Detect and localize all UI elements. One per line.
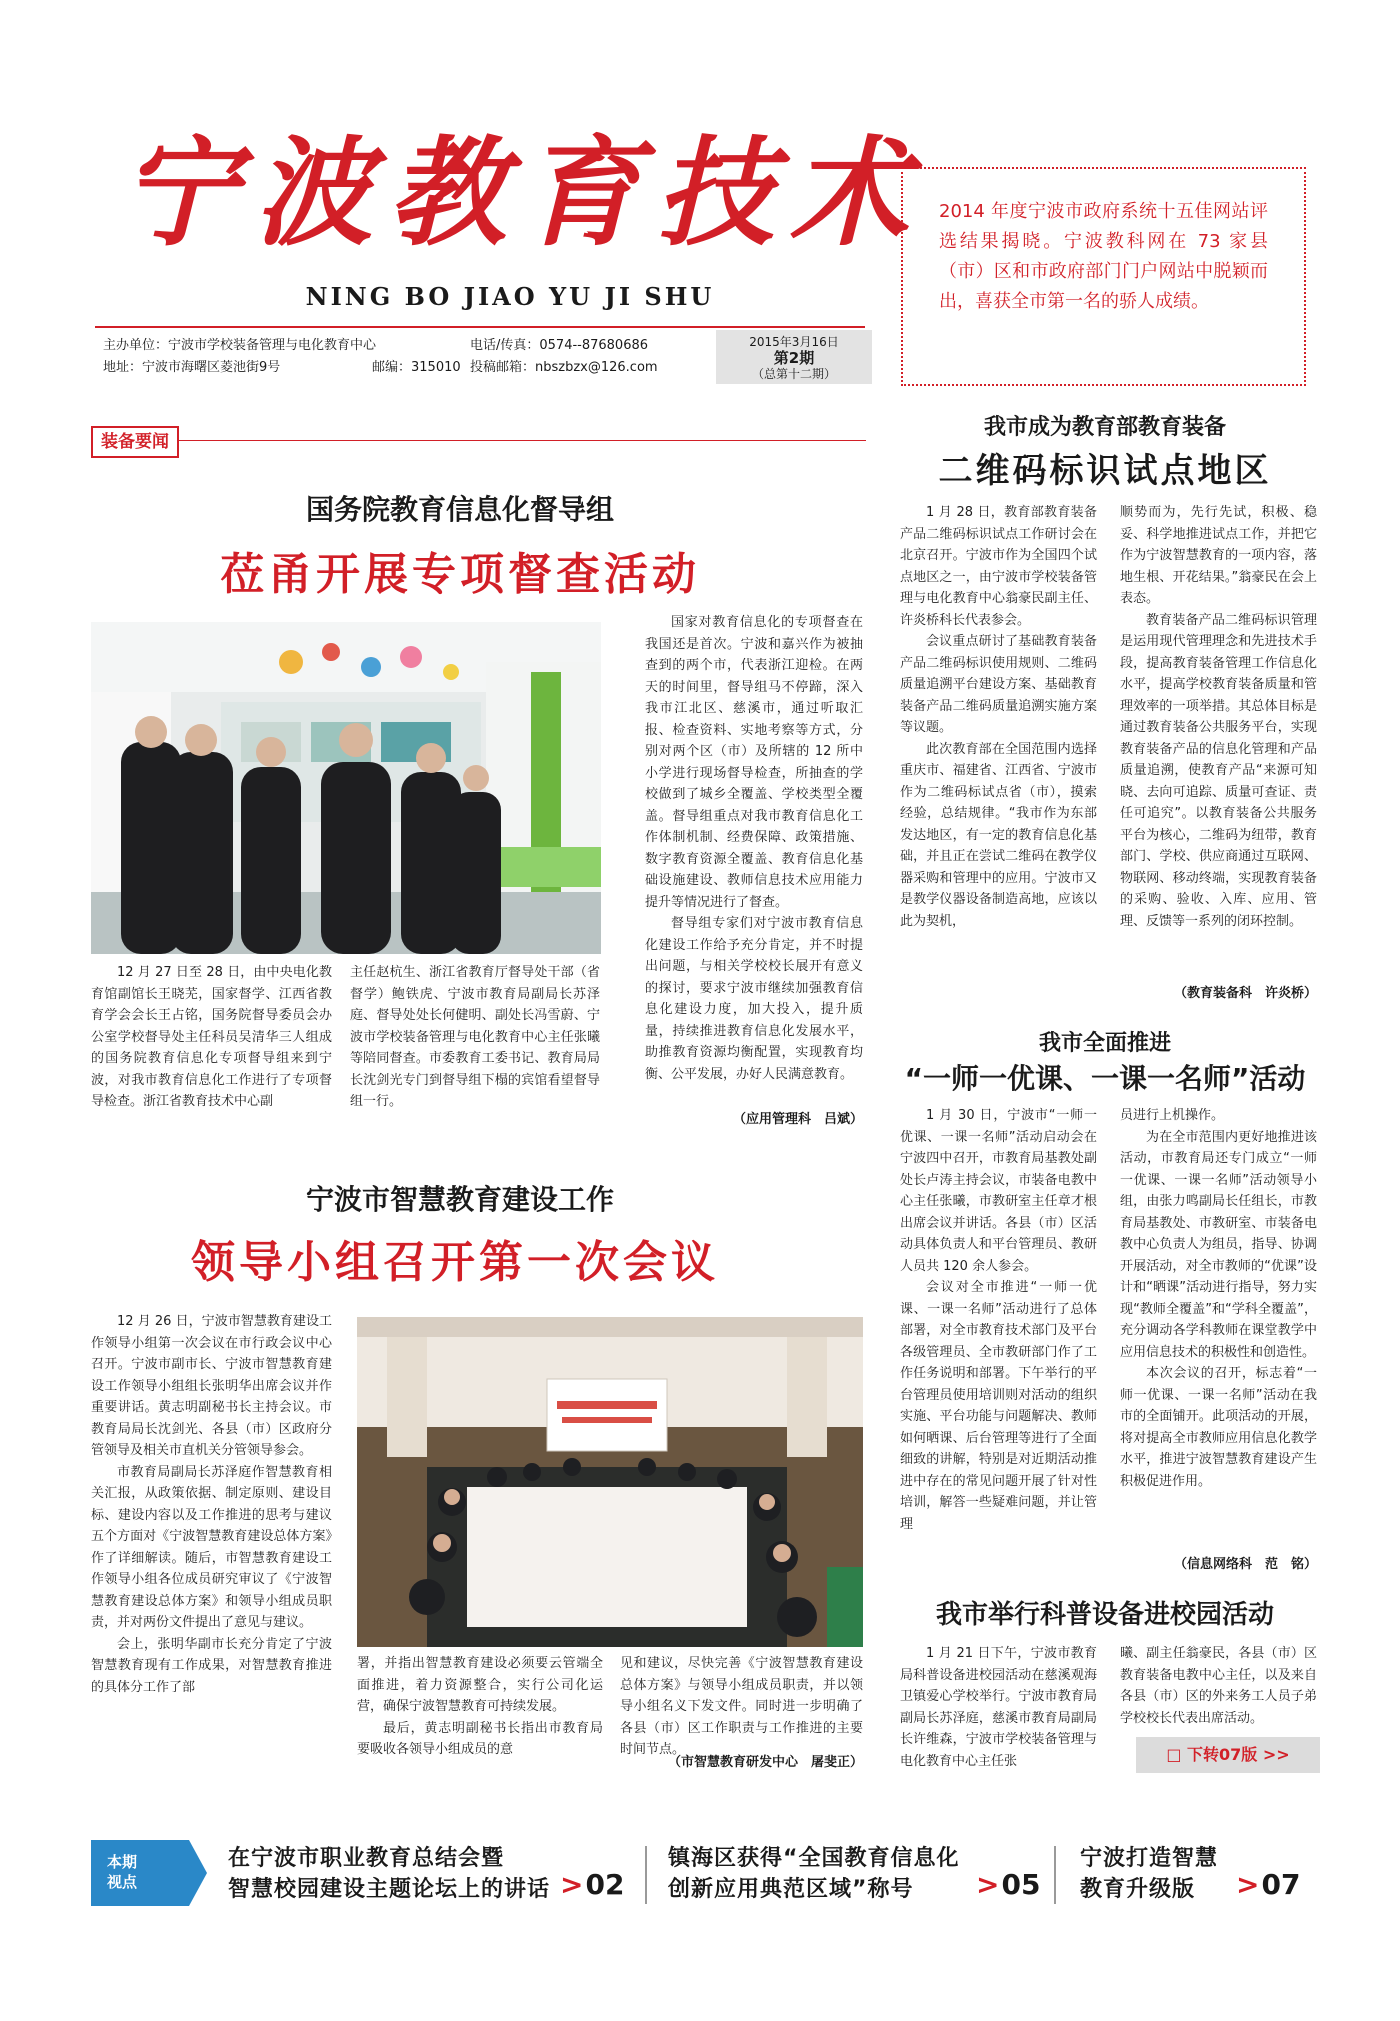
article2-para: 会上，张明华副市长充分肯定了宁波智慧教育现有工作成果，对智慧教育推进的具体分工作了部: [91, 1636, 332, 1695]
highlight-item-1[interactable]: [228, 1843, 550, 1905]
article2-body-col3: [620, 1653, 863, 1761]
article3-body-left: [900, 502, 1097, 932]
issue-number: 第2期: [773, 349, 815, 367]
article2-body-col2: [357, 1653, 603, 1761]
article3-para: 教育装备产品二维码标识管理是运用现代管理理念和先进技术手段，提高教育装备管理工作信息化水平，提高学校教育装备质量和管理效率的一项举措。其总体目标是通过教育装备公共服务平台，实现教育装备产品的信息化管理和产品质量追溯，使教育产品“来源可知晓、去向可追踪、质量可查证、责任可追究”。以教育装备公共服务平台为核心，二维码为纽带，教育部门、学校、供应商通过互联网、物联网、移动终端，实现教育装备的采购、验收、入库、应用、管理、反馈等一系列的闭环控制。: [1120, 612, 1317, 929]
article4-para: 为在全市范围内更好地推进该活动，市教育局还专门成立“一师一优课、一课一名师”活动领导小组，由张力鸣副局长任组长，市教育局基教处、市教研室、市装备电教中心负责人为组员，指导、协调开展活动，对全市教师的“优课”设计和“晒课”活动进行指导，努力实现“教师全覆盖”和“学科全覆盖”，充分调动各学科教师在课堂教学中应用信息技术的积极性和创造性。: [1120, 1129, 1317, 1360]
article1-body-col1: [91, 962, 332, 1113]
article4-para: 1 月 30 日，宁波市“一师一优课、一课一名师”活动启动会在宁波四中召开，市教育局基教处副处长卢涛主持会议，市装备电教中心主任张曦，市教研室主任章才根出席会议并讲话。各县（市）区活动具体负责人和平台管理员、教研人员共 120 余人参会。: [900, 1108, 1097, 1274]
article1-para: 主任赵杭生、浙江省教育厅督导处干部（省督学）鲍铁虎、宁波市教育局副局长苏泽庭、督导处处长何健明、副处长冯雪蔚、宁波市学校装备管理与电化教育中心主任张曦等陪同督查。市委教育工委书记、教育局局长沈剑光专门到督导组下榻的宾馆看望督导组一行。: [350, 965, 600, 1109]
highlight-item-1-line2: 智慧校园建设主题论坛上的讲话: [228, 1877, 551, 1902]
highlight-divider: [1054, 1846, 1056, 1904]
highlights-tag-line1: 本期: [107, 1853, 138, 1871]
article4-kicker: 我市全面推进: [1038, 1031, 1171, 1056]
article3-byline: （教育装备科 许炎桥）: [1173, 986, 1317, 1001]
masthead-subtitle: NING BO JIAO YU JI SHU: [305, 282, 715, 311]
highlights-tag-line2: 视点: [107, 1873, 138, 1891]
masthead-title: 宁波教育技术: [120, 123, 925, 262]
teaser-text: 2014 年度宁波市政府系统十五佳网站评选结果揭晓。宁波教科网在 73 家县（市）区和市政府部门门户网站中脱颖而出，喜获全市第一名的骄人成绩。: [939, 201, 1268, 312]
article4-para: 本次会议的召开，标志着“一师一优课、一课一名师”活动在我市的全面铺开。此项活动的开展，将对提高全市教师应用信息化教学水平，推进宁波智慧教育建设产生积极促进作用。: [1120, 1366, 1317, 1489]
highlight-item-3-page[interactable]: >07: [1236, 1868, 1301, 1901]
article5-para: 曦、副主任翁豪民，各县（市）区教育装备电教中心主任，以及来自各县（市）区的外来务工人员子弟学校校长代表出席活动。: [1120, 1646, 1317, 1726]
issue-date: 2015年3月16日: [749, 335, 839, 349]
article3-headline[interactable]: 二维码标识试点地区: [938, 451, 1272, 491]
article1-para: 国家对教育信息化的专项督查在我国还是首次。宁波和嘉兴作为被抽查到的两个市，代表浙江迎检。在两天的时间里，督导组马不停蹄，深入我市江北区、慈溪市，通过听取汇报、检查资料、实地考察等方式，分别对两个区（市）及所辖的 12 所中小学进行现场督导检查，所抽查的学校做到了城乡全覆盖、学校类型全覆盖。督导组重点对我市教育信息化工作体制机制、经费保障、政策措施、数字教育资源全覆盖、教育信息化基础设施建设、教师信息技术应用能力提升等情况进行了督查。: [645, 615, 863, 910]
article2-byline: （市智慧教育研发中心 屠斐正）: [667, 1755, 863, 1770]
highlight-item-3-line1: 宁波打造智慧: [1080, 1846, 1219, 1871]
article2-kicker: 宁波市智慧教育建设工作: [305, 1183, 614, 1216]
teaser-box[interactable]: [901, 167, 1306, 386]
article2-para: 12 月 26 日，宁波市智慧教育建设工作领导小组第一次会议在市行政会议中心召开。宁波市副市长、宁波市智慧教育建设工作领导小组组长张明华出席会议并作重要讲话。黄志明副秘书长主持会议。市教育局局长沈剑光、各县（市）区政府分管领导及相关市直机关分管领导参会。: [91, 1314, 332, 1458]
article1-headline[interactable]: 莅甬开展专项督查活动: [220, 549, 700, 600]
article1-byline: （应用管理科 吕斌）: [732, 1112, 863, 1127]
article3-para: 此次教育部在全国范围内选择重庆市、福建省、江西省、宁波市作为二维码标试点省（市），摸索经验，总结规律。“我市作为东部发达地区，有一定的教育信息化基础，并且正在尝试二维码在教学仪器采购和管理中的应用。宁波市又是教学仪器设备制造高地，应该以此为契机，: [900, 741, 1097, 929]
highlight-item-1-page[interactable]: >02: [560, 1868, 625, 1901]
highlight-item-2[interactable]: [668, 1843, 959, 1905]
highlight-item-3-page-number: 07: [1261, 1868, 1301, 1901]
article2-para: 市教育局副局长苏泽庭作智慧教育相关汇报，从政策依据、制定原则、建设目标、建设内容以及工作推进的思考与建议五个方面对《宁波智慧教育建设总体方案》作了详细解读。随后，市智慧教育建设工作领导小组各位成员研究审议了《宁波智慧教育建设总体方案》和领导小组成员职责，并对两份文件提出了意见与建议。: [91, 1464, 332, 1630]
article3-para: 会议重点研讨了基础教育装备产品二维码标识使用规则、二维码质量追溯平台建设方案、基础教育装备产品二维码质量追溯实施方案等议题。: [900, 634, 1097, 735]
article4-para: 会议对全市推进“一师一优课、一课一名师”活动进行了总体部署，对全市教育技术部门及平台各级管理员、全市教研部门作了工作任务说明和部署。下午举行的平台管理员使用培训则对活动的组织实施、平台功能与问题解决、教师如何晒课、后台管理等进行了全面细致的讲解，特别是对近期活动推进中存在的常见问题开展了针对性培训，解答一些疑难问题，并让管理: [900, 1280, 1097, 1532]
article3-para: 顺势而为，先行先试，积极、稳妥、科学地推进试点工作，并把它作为宁波智慧教育的一项内容，落地生根、开花结果。”翁豪民在会上表态。: [1120, 505, 1317, 606]
section-rule: [160, 440, 866, 441]
article4-para: 员进行上机操作。: [1120, 1108, 1225, 1123]
sponsor-info: 主办单位：宁波市学校装备管理与电化教育中心: [103, 338, 377, 353]
issue-box: [716, 330, 872, 384]
article4-headline[interactable]: “一师一优课、一课一名师”活动: [904, 1062, 1306, 1095]
article2-headline[interactable]: 领导小组召开第一次会议: [191, 1237, 719, 1288]
email-info: 投稿邮箱：nbszbzx@126.com: [470, 360, 658, 375]
section-tag: 装备要闻: [91, 426, 179, 458]
highlight-item-2-page-number: 05: [1001, 1868, 1041, 1901]
highlight-item-3-line2: 教育升级版: [1080, 1877, 1196, 1902]
highlight-item-1-page-number: 02: [585, 1868, 625, 1901]
article3-kicker: 我市成为教育部教育装备: [983, 415, 1226, 440]
article2-para: 见和建议，尽快完善《宁波智慧教育建设总体方案》与领导小组成员职责，并以领导小组名义下发文件。同时进一步明确了各县（市）区工作职责与工作推进的主要时间节点。: [620, 1656, 863, 1757]
article1-photo: [91, 622, 601, 954]
article1-kicker: 国务院教育信息化督导组: [305, 493, 614, 526]
masthead-divider: [95, 326, 865, 328]
highlight-item-2-page[interactable]: >05: [976, 1868, 1041, 1901]
highlight-item-2-line1: 镇海区获得“全国教育信息化: [668, 1846, 960, 1871]
highlight-item-1-line1: 在宁波市职业教育总结会暨: [228, 1846, 505, 1871]
article4-body-left: [900, 1105, 1097, 1535]
issue-total: （总第十二期）: [751, 367, 836, 381]
article4-byline: （信息网络科 范 铭）: [1173, 1557, 1317, 1572]
highlight-item-2-line2: 创新应用典范区域”称号: [668, 1877, 914, 1902]
article1-para: 12 月 27 日至 28 日，由中央电化教育馆副馆长王晓芜，国家督学、江西省教育学会会长王占铭，国务院督导委员会办公室学校督导处主任科员吴清华三人组成的国务院教育信息化专项督导组来到宁波，对我市教育信息化工作进行了专项督导检查。浙江省教育技术中心副: [91, 965, 332, 1109]
article1-para: 督导组专家们对宁波市教育信息化建设工作给予充分肯定，并不时提出问题，与相关学校校长展开有意义的探讨，要求宁波市继续加强教育信息化建设力度，加大投入，提升质量，持续推进教育信息化发展水平，助推教育资源均衡配置，实现教育均衡、公平发展，办好人民满意教育。: [645, 916, 863, 1082]
article4-body-right: [1120, 1105, 1317, 1492]
article5-body-right: [1120, 1643, 1317, 1729]
article5-headline[interactable]: 我市举行科普设备进校园活动: [935, 1600, 1274, 1630]
highlight-item-3[interactable]: [1080, 1843, 1218, 1905]
article5-para: 1 月 21 日下午，宁波市教育局科普设备进校园活动在慈溪观海卫镇爱心学校举行。宁波市教育局副局长苏泽庭，慈溪市教育局副局长许维森，宁波市学校装备管理与电化教育中心主任张: [900, 1646, 1097, 1769]
article1-body-right: [645, 612, 863, 1085]
article2-para: 署，并指出智慧教育建设必须要云管端全面推进，着力资源整合，实行公司化运营，确保宁波智慧教育可持续发展。: [357, 1656, 603, 1714]
address-info: 地址：宁波市海曙区菱池街9号: [103, 360, 281, 375]
article2-body-col1: [91, 1311, 332, 1698]
article2-para: 最后，黄志明副秘书长指出市教育局要吸收各领导小组成员的意: [357, 1720, 603, 1757]
highlight-divider: [645, 1846, 647, 1904]
article2-photo: [357, 1317, 863, 1647]
postcode-info: 邮编：315010: [372, 360, 461, 375]
article3-para: 1 月 28 日，教育部教育装备产品二维码标识试点工作研讨会在北京召开。宁波市作为全国四个试点地区之一，由宁波市学校装备管理与电化教育中心翁豪民副主任、许炎桥科长代表参会。: [900, 505, 1097, 628]
article3-body-right: [1120, 502, 1317, 932]
highlights-tag: [91, 1840, 189, 1906]
article5-body-left: [900, 1643, 1097, 1772]
article1-body-col2: [350, 962, 600, 1113]
phone-info: 电话/传真：0574--87680686: [470, 338, 649, 353]
continued-link[interactable]: □ 下转07版 >>: [1136, 1737, 1320, 1773]
